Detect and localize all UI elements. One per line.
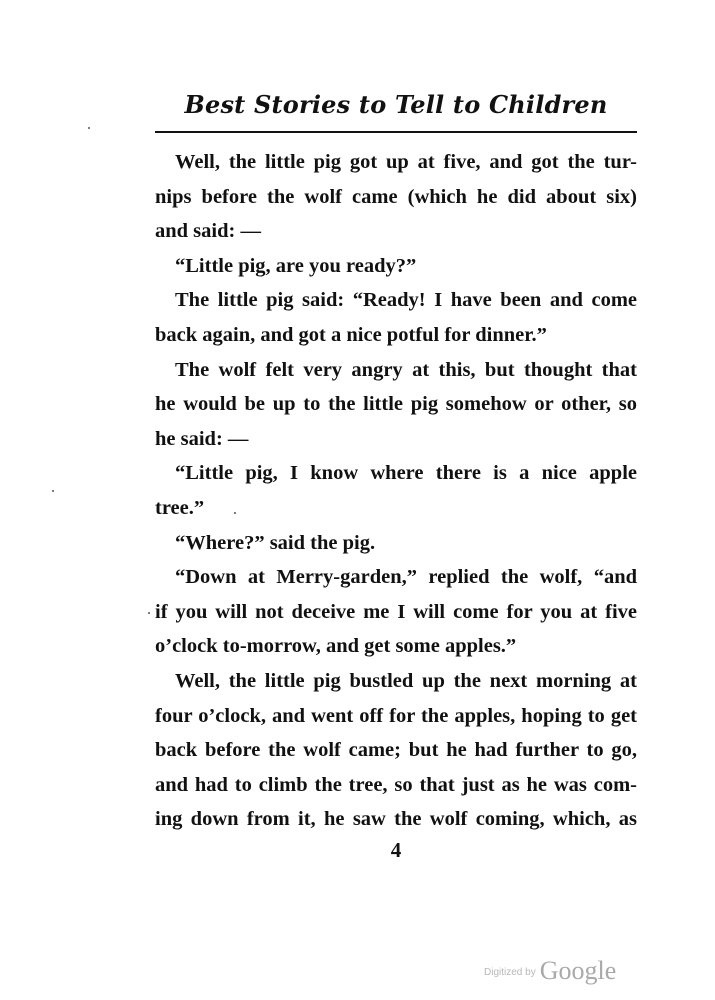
- text-line: four o’clock, and went off for the apples, hoping to get: [155, 704, 637, 727]
- text-line: “Down at Merry-garden,” replied the wolf, “and: [175, 566, 637, 589]
- google-logo: Google: [539, 956, 617, 985]
- digitized-watermark: [484, 948, 616, 986]
- text-line: “Little pig, are you ready?”: [175, 254, 417, 277]
- text-line: he said: —: [155, 427, 249, 450]
- text-line: he would be up to the little pig somehow or other, so: [155, 393, 637, 416]
- text-line: and had to climb the tree, so that just as he was com-: [155, 773, 637, 796]
- text-line: The little pig said: “Ready! I have been and come: [175, 289, 637, 312]
- text-line: The wolf felt very angry at this, but thought that: [175, 358, 637, 381]
- text-line: if you will not deceive me I will come for you at five: [155, 600, 637, 623]
- text-line: “Where?” said the pig.: [175, 531, 376, 554]
- header-rule: [155, 131, 637, 133]
- scan-speck: [234, 512, 236, 514]
- scan-speck: [148, 612, 150, 614]
- text-line: back again, and got a nice potful for dinner.”: [155, 323, 547, 346]
- digitized-prefix: Digitized by: [484, 967, 536, 978]
- scan-speck: [88, 127, 90, 129]
- text-line: “Little pig, I know where there is a nice apple: [175, 462, 637, 485]
- text-line: nips before the wolf came (which he did about six): [155, 185, 637, 208]
- page-number: 4: [390, 838, 402, 862]
- body-text: [155, 145, 637, 837]
- text-line: Well, the little pig got up at five, and got the tur-: [175, 151, 637, 173]
- text-line: ing down from it, he saw the wolf coming, which, as: [155, 808, 637, 831]
- running-head-title: Best Stories to Tell to Children: [184, 90, 608, 119]
- text-line: and said: —: [155, 220, 261, 243]
- text-line: back before the wolf came; but he had further to go,: [155, 739, 637, 762]
- text-line: o’clock to-morrow, and get some apples.”: [155, 635, 517, 658]
- text-line: tree.”: [155, 496, 205, 519]
- text-line: Well, the little pig bustled up the next morning at: [175, 669, 637, 692]
- scan-speck: [52, 490, 54, 492]
